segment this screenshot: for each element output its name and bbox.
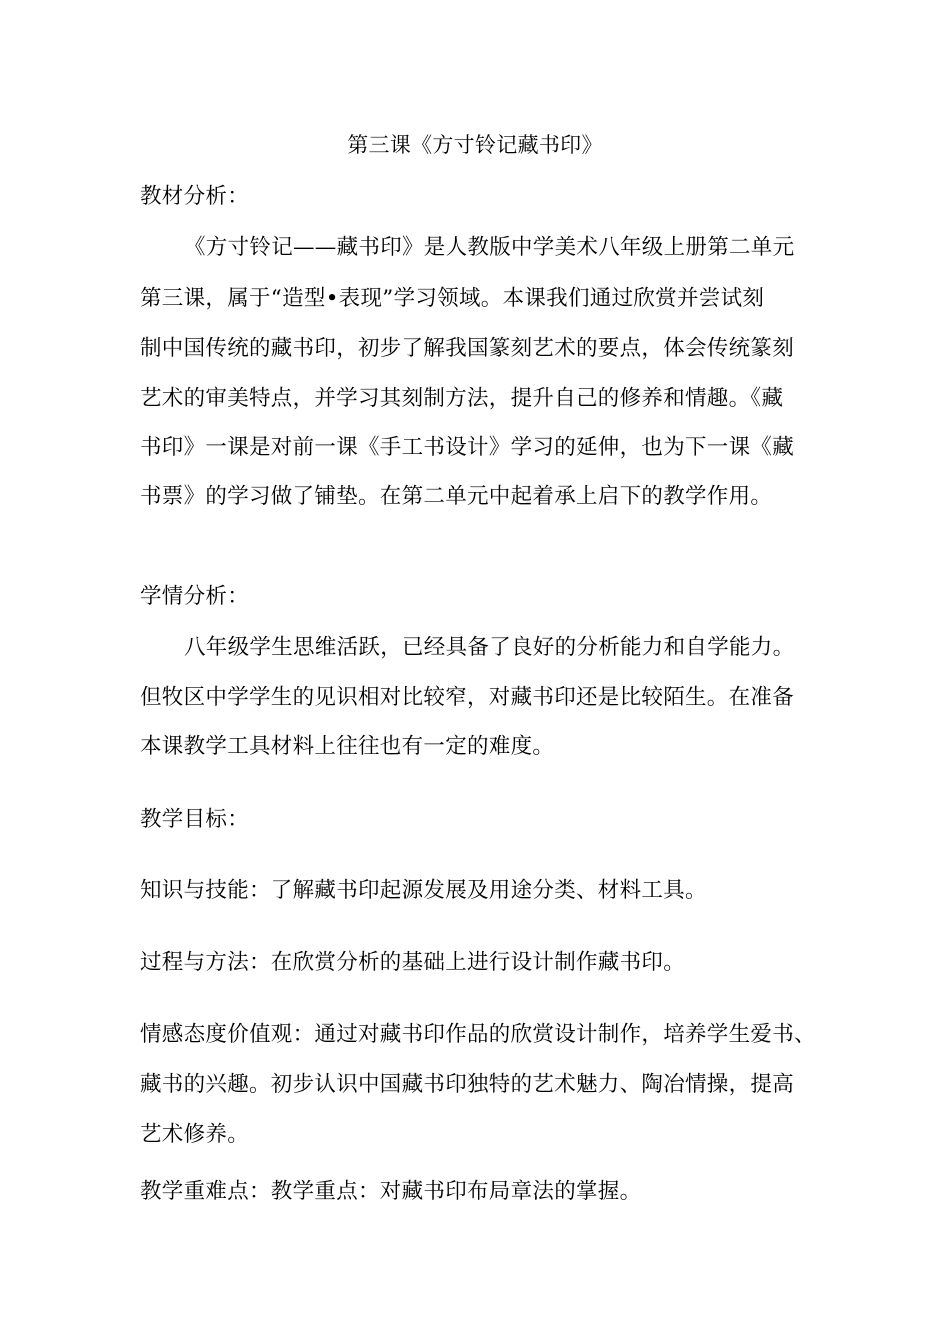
section-heading-teaching-goals: 教学目标： xyxy=(140,807,250,832)
paragraph-line: 《方寸铃记——藏书印》是人教版中学美术八年级上册第二单元 xyxy=(184,235,795,260)
key-points-line: 教学重难点：教学重点：对藏书印布局章法的掌握。 xyxy=(140,1179,642,1204)
goal-knowledge: 知识与技能：了解藏书印起源发展及用途分类、材料工具。 xyxy=(140,878,707,903)
section-heading-material-analysis: 教材分析： xyxy=(140,184,250,209)
paragraph-line: 书票》的学习做了铺垫。在第二单元中起着承上启下的教学作用。 xyxy=(140,484,773,509)
goal-process: 过程与方法：在欣赏分析的基础上进行设计制作藏书印。 xyxy=(140,950,686,975)
paragraph-line: 但牧区中学学生的见识相对比较窄，对藏书印还是比较陌生。在准备 xyxy=(140,685,795,710)
goal-emotion-line: 情感态度价值观：通过对藏书印作品的欣赏设计制作，培养学生爱书、 xyxy=(140,1022,816,1047)
paragraph-line: 八年级学生思维活跃，已经具备了良好的分析能力和自学能力。 xyxy=(184,635,795,660)
paragraph-line: 本课教学工具材料上往往也有一定的难度。 xyxy=(140,734,555,759)
document-title: 第三课《方寸铃记藏书印》 xyxy=(347,133,603,157)
goal-emotion-line: 艺术修养。 xyxy=(140,1122,250,1147)
goal-emotion-line: 藏书的兴趣。初步认识中国藏书印独特的艺术魅力、陶冶情操，提高 xyxy=(140,1072,795,1097)
paragraph-line: 第三课，属于“造型•表现”学习领域。本课我们通过欣赏并尝试刻 xyxy=(140,286,765,311)
paragraph-line: 制中国传统的藏书印，初步了解我国篆刻艺术的要点，体会传统篆刻 xyxy=(140,336,795,361)
section-heading-student-analysis: 学情分析： xyxy=(140,584,250,609)
paragraph-line: 艺术的审美特点，并学习其刻制方法，提升自己的修养和情趣。《藏 xyxy=(140,386,784,411)
paragraph-line: 书印》一课是对前一课《手工书设计》学习的延伸，也为下一课《藏 xyxy=(140,435,795,460)
